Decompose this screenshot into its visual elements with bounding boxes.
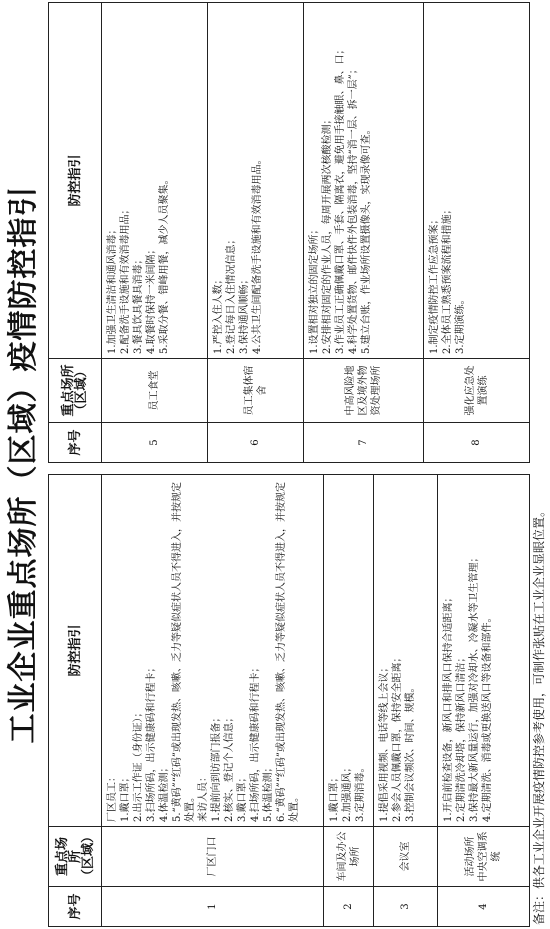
row-place: 活动场所 中央空调系统 (438, 827, 530, 887)
guide-line: 2.出示工作证（身份证）； (133, 707, 144, 822)
header-no: 序号 (49, 423, 102, 463)
table-header-row (49, 475, 102, 927)
row-place: 车间及办公场所 (324, 827, 374, 887)
table-row (374, 475, 438, 927)
row-guide (424, 3, 530, 359)
guide-line: 2.参会人员佩戴口罩，保持安全距离； (392, 652, 403, 822)
table-row (102, 475, 324, 927)
row-guide (102, 475, 324, 827)
row-guide (208, 3, 304, 359)
guide-line: 厂区员工： (107, 772, 118, 822)
header-no: 序号 (49, 887, 102, 927)
header-place: 重点场所 （区域） (49, 359, 102, 423)
guide-line: 3.戴口罩； (237, 772, 248, 822)
guide-line: 4.取餐时保持一米间隔； (146, 244, 157, 354)
guide-line: 4.扫场所码，出示健康码和行程卡； (250, 662, 261, 822)
guide-line: 来访人员： (198, 772, 209, 822)
guide-line: 6.“黄码”“红码”或出现发热、咳嗽、乏力等疑似症状人员不得进入，并按规定处置。 (276, 482, 300, 822)
row-number: 3 (374, 887, 438, 927)
guide-line: 1.严控入住人数； (213, 274, 224, 354)
guide-line: 5.体温检测； (263, 762, 274, 822)
row-place: 会议室 (374, 827, 438, 887)
guide-line: 1.提倡采用视频、电话等线上会议； (379, 662, 390, 822)
guide-line: 1.戴口罩； (120, 772, 131, 822)
row-place: 中高风险地区及境外物资处理场所 (304, 359, 424, 423)
table-row (304, 3, 424, 463)
row-guide (438, 475, 530, 827)
row-number: 5 (102, 423, 208, 463)
guide-table-left (48, 474, 530, 927)
row-number: 1 (102, 887, 324, 927)
guide-line: 3.保持最大新风量运行，加强对冷却水、冷凝水等卫生管理； (469, 552, 480, 822)
row-number: 4 (438, 887, 530, 927)
guide-line: 1.加强卫生清洁和通风消毒； (107, 224, 118, 354)
header-guide: 防控指引 (49, 475, 102, 827)
guide-line: 3.扫场所码，出示健康码和行程卡； (146, 662, 157, 822)
guide-line: 1.开启前检查设备，新风口和排风口保持合适距离； (443, 592, 454, 822)
guide-line: 4.科学处置货物、邮件快件外包装消毒，坚持“消一层、拆一层”； (348, 64, 359, 354)
row-place: 厂区门口 (102, 827, 324, 887)
row-place: 强化应急处置演练 (424, 359, 530, 423)
guide-line: 3.定期消毒。 (355, 762, 366, 822)
table-row (438, 475, 530, 927)
guide-line: 3.控制会议频次、时间、规模。 (405, 682, 416, 822)
row-place: 员工食堂 (102, 359, 208, 423)
row-number: 6 (208, 423, 304, 463)
row-guide (374, 475, 438, 827)
row-guide (102, 3, 208, 359)
guide-line: 4.公共卫生间配备洗手设施和有效消毒用品。 (252, 154, 263, 354)
guide-line: 2.全体员工熟悉预案流程和措施； (442, 204, 453, 354)
guide-line: 2.安排相对固定的作业人员，每周开展两次核酸检测； (322, 114, 333, 354)
guide-line: 2.加强通风； (342, 762, 353, 822)
guide-line: 2.定期清洗冷却塔，保持新风口清洁； (456, 652, 467, 822)
guide-line: 3.保持通风顺畅； (239, 274, 250, 354)
guide-line: 3.定期演练。 (455, 294, 466, 354)
guide-line: 2.核实、登记个人信息； (224, 712, 235, 822)
table-row (424, 3, 530, 463)
guide-line: 1.制定疫情防控工作应急预案； (429, 214, 440, 354)
guide-line: 5.采取分餐、错峰用餐，减少人员聚集。 (159, 174, 170, 354)
header-guide: 防控指引 (49, 3, 102, 359)
footnote: 备注：供各工业企业开展疫情防控参考使用，可制作张贴在工业企业显眼位置。 (532, 504, 546, 925)
guide-line: 1.提前向到访部门报备； (211, 712, 222, 822)
guide-line: 2.配备洗手设施和有效消毒用品； (120, 204, 131, 354)
guide-line: 3.作业员工正确佩戴口罩、手套、隔离衣，避免用手接触眼、鼻、口； (335, 44, 346, 354)
table-header-row (49, 3, 102, 463)
row-number: 8 (424, 423, 530, 463)
row-place: 员工集体宿舍 (208, 359, 304, 423)
row-number: 2 (324, 887, 374, 927)
table-row (208, 3, 304, 463)
guide-line: 4.定期清洗、消毒或更换送风口等设备和部件。 (482, 612, 493, 822)
table-row (324, 475, 374, 927)
row-number: 7 (304, 423, 424, 463)
guide-table-right (48, 2, 530, 463)
guide-line: 5.建立台账，作业场所设置摄像头，实现录像可查。 (361, 124, 372, 354)
guide-line: 1.戴口罩； (329, 772, 340, 822)
page-title: 工业企业重点场所（区域）疫情防控指引 (6, 185, 41, 744)
guide-line: 1.设置相对独立的固定场所； (309, 224, 320, 354)
row-guide (324, 475, 374, 827)
guide-line: 2.登记每日入住情况信息； (226, 234, 237, 354)
guide-line: 4.体温检测； (159, 762, 170, 822)
row-guide (304, 3, 424, 359)
table-row (102, 3, 208, 463)
header-place: 重点场所 （区域） (49, 827, 102, 887)
guide-line: 5.“黄码”“红码”或出现发热、咳嗽、乏力等疑似症状人员不得进入，并按规定处置。 (172, 482, 196, 822)
guide-line: 3.餐具饮具餐具消毒； (133, 254, 144, 354)
